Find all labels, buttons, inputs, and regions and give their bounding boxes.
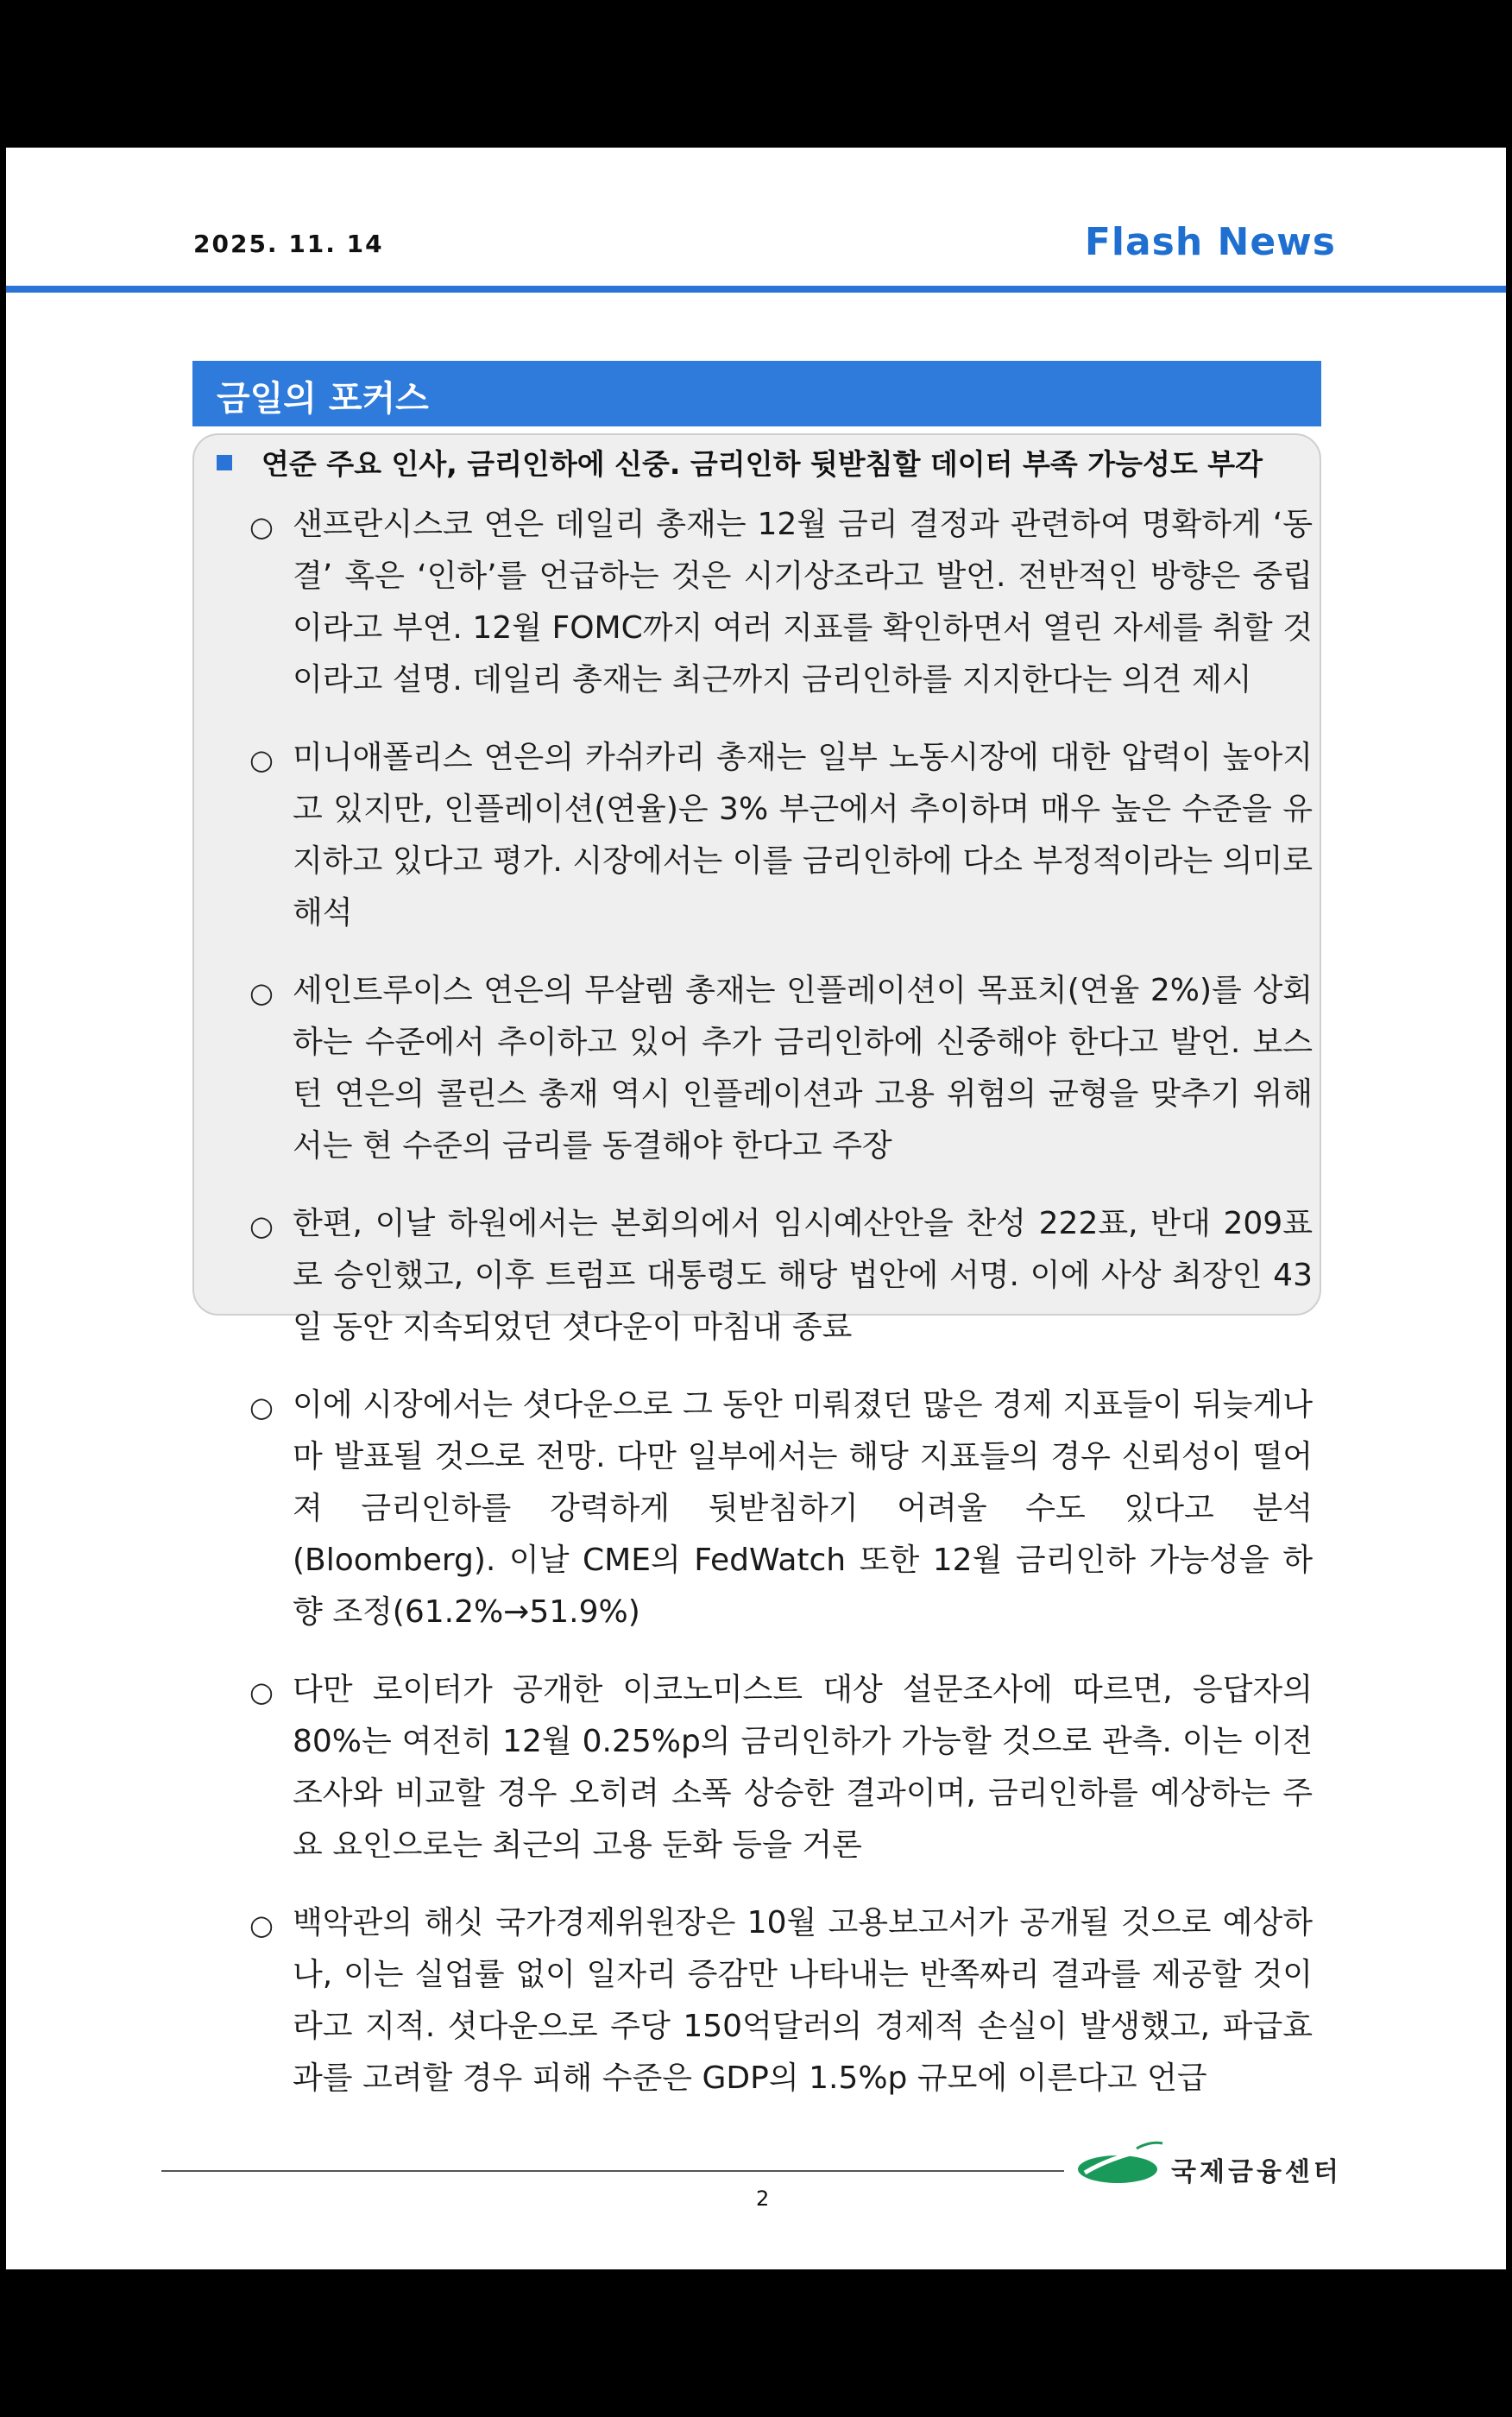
item-text: 백악관의 해싯 국가경제위원장은 10월 고용보고서가 공개될 것으로 예상하나, 이는 실업률 없이 일자리 증감만 나타내는 반쪽짜리 결과를 제공할 것이라고 지적. 셧다운으로 주당 150억달러의 경제적 손실이 발생했고, 파급효과를 고려할 경우 피해 수준은 GDP의 1.5%p 규모에 이른다고 언급 [293,1905,1313,2096]
item-text: 이에 시장에서는 셧다운으로 그 동안 미뤄졌던 많은 경제 지표들이 뒤늦게나마 발표될 것으로 전망. 다만 일부에서는 해당 지표들의 경우 신뢰성이 떨어져 금리인하를 강력하게 뒷받침하기 어려울 수도 있다고 분석(Bloomberg). 이날 CME의 FedWatch 또한 12월 금리인하 가능성을 하향 조정(61.2%→51.9%) [293,1387,1313,1630]
kcif-logo-icon [1076,2140,1166,2188]
focus-headline: 연준 주요 인사, 금리인하에 신중. 금리인하 뒷받침할 데이터 부족 가능성도 부각 [261,447,1263,481]
footer-divider [161,2170,1064,2172]
report-date: 2025. 11. 14 [193,230,384,258]
document-page [6,148,1506,2269]
brand-title: Flash News [1084,220,1336,264]
focus-items [194,499,1320,2130]
square-bullet-icon [217,455,232,470]
circle-bullet-icon: ○ [249,1675,274,1708]
item-text: 미니애폴리스 연은의 카쉬카리 총재는 일부 노동시장에 대한 압력이 높아지고 있지만, 인플레이션(연율)은 3% 부근에서 추이하며 매우 높은 수준을 유지하고 있다고 평가. 시장에서는 이를 금리인하에 다소 부정적이라는 의미로 해석 [293,740,1313,931]
list-item [194,499,1320,706]
headline-row [211,442,1302,483]
circle-bullet-icon: ○ [249,510,274,543]
list-item [194,1897,1320,2105]
header-divider [6,286,1506,293]
circle-bullet-icon: ○ [249,743,274,776]
section-title: 금일의 포커스 [217,379,429,419]
item-text: 세인트루이스 연은의 무살렘 총재는 인플레이션이 목표치(연율 2%)를 상회하는 수준에서 추이하고 있어 추가 금리인하에 신중해야 한다고 발언. 보스턴 연은의 콜린스 총재 역시 인플레이션과 고용 위험의 균형을 맞추기 위해서는 현 수준의 금리를 동결해야 한다고 주장 [293,973,1313,1164]
focus-panel [192,433,1321,2096]
circle-bullet-icon: ○ [249,1391,274,1423]
list-item [194,1379,1320,1638]
list-item [194,1198,1320,1354]
item-text: 샌프란시스코 연은 데일리 총재는 12월 금리 결정과 관련하여 명확하게 ‘동결’ 혹은 ‘인하’를 언급하는 것은 시기상조라고 발언. 전반적인 방향은 중립이라고 부연. 12월 FOMC까지 여러 지표를 확인하면서 열린 자세를 취할 것이라고 설명. 데일리 총재는 최근까지 금리인하를 지지한다는 의견 제시 [293,507,1313,697]
page-number: 2 [756,2187,770,2211]
item-text: 다만 로이터가 공개한 이코노미스트 대상 설문조사에 따르면, 응답자의 80%는 여전히 12월 0.25%p의 금리인하가 가능할 것으로 관측. 이는 이전 조사와 비교할 경우 오히려 소폭 상승한 결과이며, 금리인하를 예상하는 주요 요인으로는 최근의 고용 둔화 등을 거론 [293,1672,1313,1863]
list-item [194,965,1320,1172]
circle-bullet-icon: ○ [249,1209,274,1242]
list-item [194,1664,1320,1871]
section-header [192,361,1321,426]
logo-text: 국제금융센터 [1171,2157,1342,2187]
item-text: 한편, 이날 하원에서는 본회의에서 임시예산안을 찬성 222표, 반대 209표로 승인했고, 이후 트럼프 대통령도 해당 법안에 서명. 이에 사상 최장인 43일 동안 지속되었던 셧다운이 마침내 종료 [293,1206,1313,1345]
list-item [194,732,1320,939]
circle-bullet-icon: ○ [249,1909,274,1941]
circle-bullet-icon: ○ [249,976,274,1009]
